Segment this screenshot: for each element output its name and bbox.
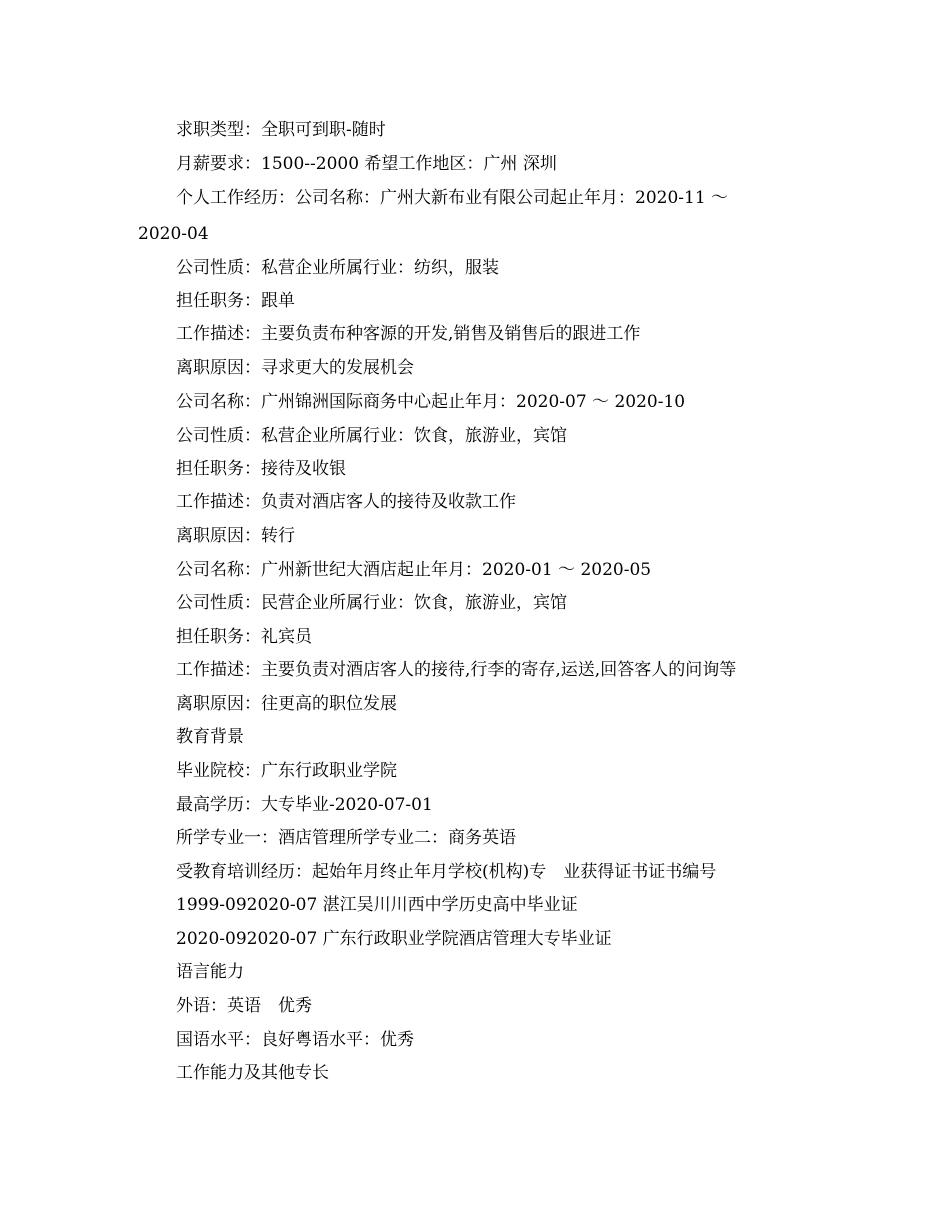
highest-degree: 最高学历：大专毕业-2020-07-01	[176, 795, 433, 815]
training-row-1: 1999-092020-07 湛江吴川川西中学历史高中毕业证	[176, 895, 578, 915]
work-history-line: 个人工作经历：公司名称：广州大新布业有限公司起止年月：2020-11 ～	[176, 188, 729, 208]
training-row-2: 2020-092020-07 广东行政职业学院酒店管理大专毕业证	[176, 929, 612, 949]
language-heading: 语言能力	[176, 962, 244, 982]
graduate-school: 毕业院校：广东行政职业学院	[176, 761, 397, 781]
company-2-nature: 公司性质：私营企业所属行业：饮食，旅游业，宾馆	[176, 426, 567, 446]
company-1-nature: 公司性质：私营企业所属行业：纺织，服装	[176, 258, 499, 278]
company-2-name: 公司名称：广州锦洲国际商务中心起止年月：2020-07 ～ 2020-10	[176, 392, 686, 412]
skills-heading: 工作能力及其他专长	[176, 1063, 329, 1083]
foreign-language: 外语：英语 优秀	[176, 996, 312, 1016]
company-1-position: 担任职务：跟单	[176, 291, 295, 311]
work-history-line-cont: 2020-04	[138, 224, 209, 244]
company-1-leave-reason: 离职原因：寻求更大的发展机会	[176, 358, 414, 378]
company-2-description: 工作描述：负责对酒店客人的接待及收款工作	[176, 492, 516, 512]
company-2-leave-reason: 离职原因：转行	[176, 526, 295, 546]
training-header: 受教育培训经历：起始年月终止年月学校(机构)专 业获得证书证书编号	[176, 862, 717, 882]
company-3-position: 担任职务：礼宾员	[176, 627, 312, 647]
company-1-description: 工作描述：主要负责布种客源的开发,销售及销售后的跟进工作	[176, 324, 641, 344]
mandarin-cantonese-level: 国语水平：良好粤语水平：优秀	[176, 1030, 414, 1050]
company-3-nature: 公司性质：民营企业所属行业：饮食，旅游业，宾馆	[176, 593, 567, 613]
majors: 所学专业一：酒店管理所学专业二：商务英语	[176, 828, 516, 848]
education-heading: 教育背景	[176, 727, 244, 747]
salary-line: 月薪要求：1500--2000 希望工作地区：广州 深圳	[176, 154, 557, 174]
company-2-position: 担任职务：接待及收银	[176, 459, 346, 479]
company-3-name: 公司名称：广州新世纪大酒店起止年月：2020-01 ～ 2020-05	[176, 560, 652, 580]
company-3-leave-reason: 离职原因：往更高的职位发展	[176, 694, 397, 714]
company-3-description: 工作描述：主要负责对酒店客人的接待,行李的寄存,运送,回答客人的问询等	[176, 660, 737, 680]
job-type-line: 求职类型：全职可到职-随时	[176, 120, 386, 140]
